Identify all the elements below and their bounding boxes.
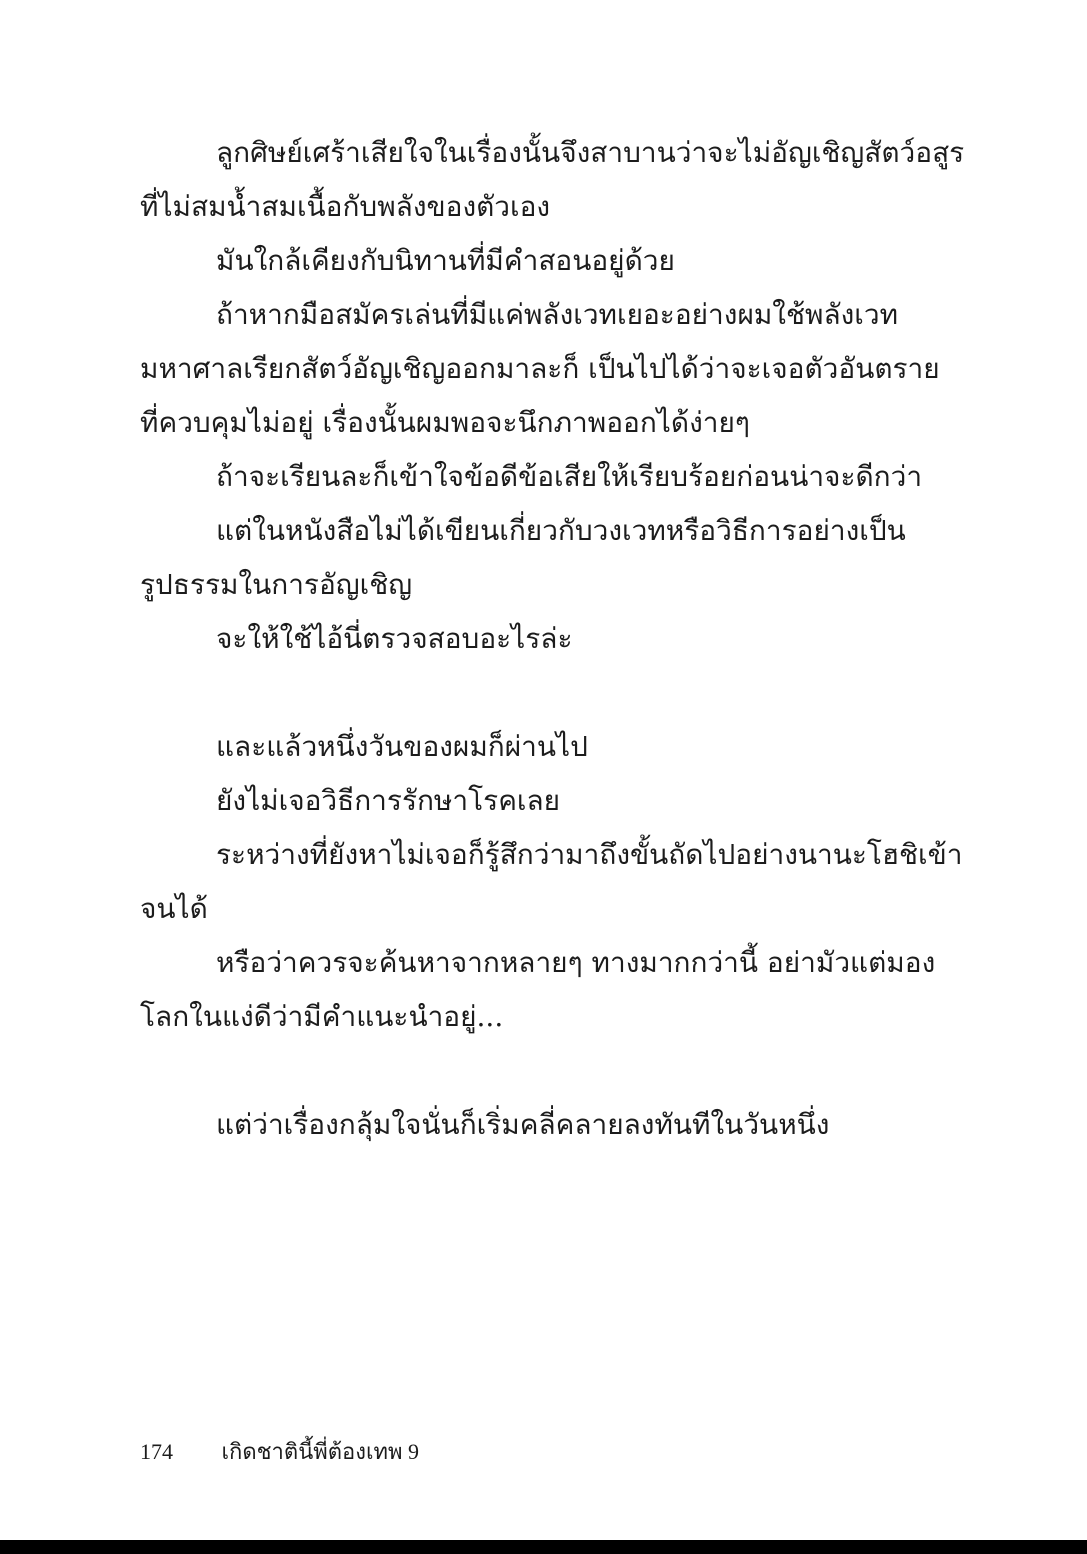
text-line: และแล้วหนึ่งวันของผมก็ผ่านไป (216, 730, 588, 763)
text-line: ถ้าจะเรียนละก็เข้าใจข้อดีข้อเสียให้เรียบร้อยก่อนน่าจะดีกว่า (216, 460, 923, 493)
paragraph-gap (140, 666, 885, 720)
body-text (140, 126, 965, 1152)
text-line: แต่ว่าเรื่องกลุ้มใจนั่นก็เริ่มคลี่คลายลงทันทีในวันหนึ่ง (216, 1108, 830, 1141)
text-line: ยังไม่เจอวิธีการรักษาโรคเลย (216, 784, 561, 817)
book-title: เกิดชาตินี้พี่ต้องเทพ 9 (221, 1439, 420, 1464)
text-line: หรือว่าควรจะค้นหาจากหลายๆ ทางมากกว่านี้ อย่ามัวแต่มอง (216, 946, 936, 979)
text-line: ถ้าหากมือสมัครเล่นที่มีแค่พลังเวทเยอะอย่างผมใช้พลังเวท (216, 298, 899, 331)
page-footer (140, 1432, 419, 1472)
page-number: 174 (140, 1439, 173, 1464)
text-line: ที่ไม่สมน้ำสมเนื้อกับพลังของตัวเอง (140, 190, 551, 223)
text-line: รูปธรรมในการอัญเชิญ (140, 568, 413, 601)
text-line: จะให้ใช้ไอ้นี่ตรวจสอบอะไรล่ะ (216, 622, 573, 655)
text-line: ระหว่างที่ยังหาไม่เจอก็รู้สึกว่ามาถึงขั้นถัดไปอย่างนานะโฮชิเข้า (216, 838, 963, 871)
text-line: แต่ในหนังสือไม่ได้เขียนเกี่ยวกับวงเวทหรือวิธีการอย่างเป็น (216, 514, 906, 547)
paragraph-gap (140, 1044, 885, 1098)
text-line: ลูกศิษย์เศร้าเสียใจในเรื่องนั้นจึงสาบานว่าจะไม่อัญเชิญสัตว์อสูร (216, 136, 965, 169)
bottom-bar (0, 1540, 1087, 1554)
text-line: จนได้ (140, 892, 208, 925)
text-line: มหาศาลเรียกสัตว์อัญเชิญออกมาละก็ เป็นไปได้ว่าจะเจอตัวอันตราย (140, 352, 940, 385)
text-line: มันใกล้เคียงกับนิทานที่มีคำสอนอยู่ด้วย (216, 244, 675, 277)
text-line: ที่ควบคุมไม่อยู่ เรื่องนั้นผมพอจะนึกภาพออกได้ง่ายๆ (140, 406, 750, 439)
text-line: โลกในแง่ดีว่ามีคำแนะนำอยู่... (140, 1000, 504, 1033)
